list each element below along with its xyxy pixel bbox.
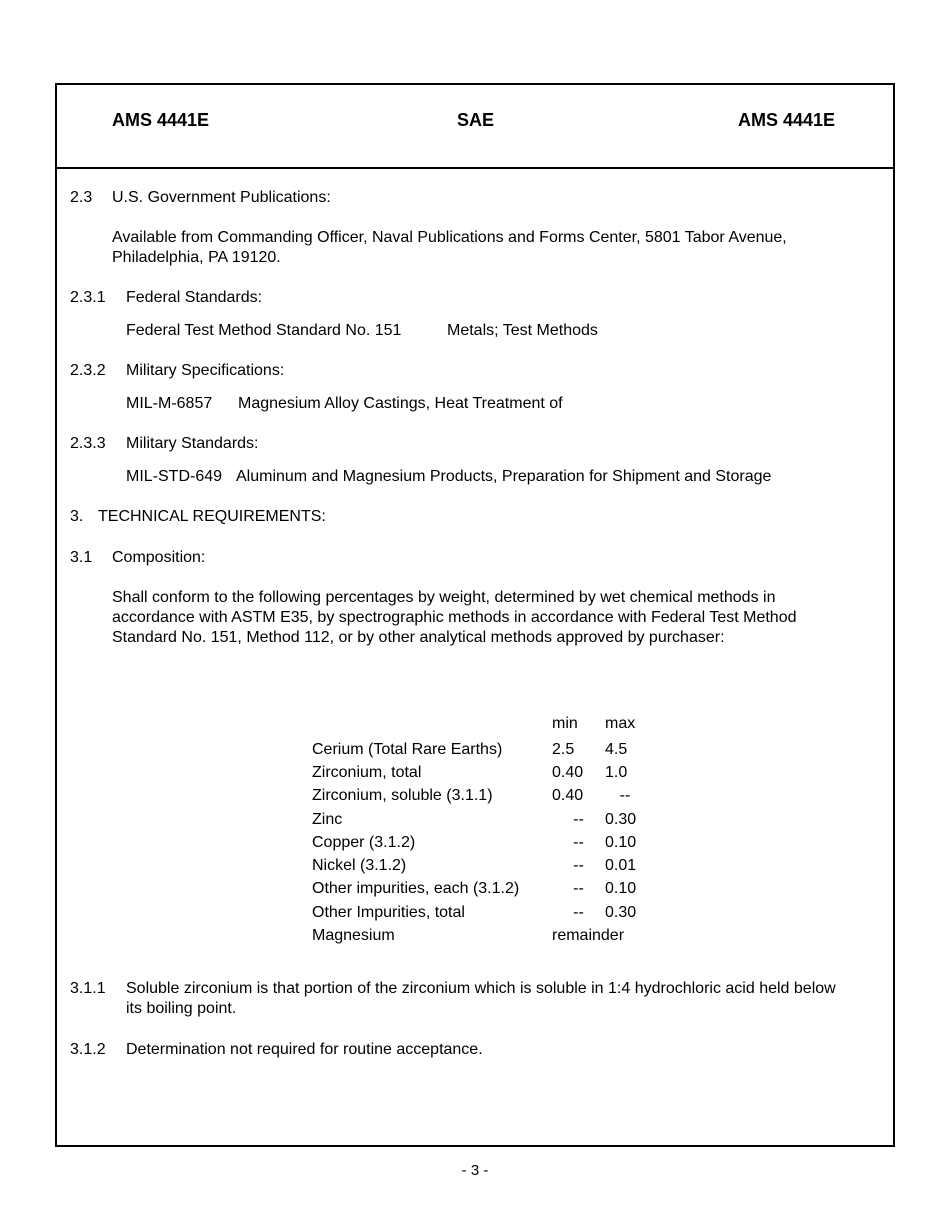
max-value: 4.5	[605, 740, 628, 758]
min-value: 2.5	[552, 740, 575, 758]
max-value: 0.10	[605, 833, 637, 851]
element-name: Zirconium, total	[312, 763, 422, 781]
max-value: 0.30	[605, 810, 637, 828]
section-2-3-3-title: Military Standards:	[126, 435, 259, 452]
section-2-3-2-number: 2.3.2	[70, 362, 106, 379]
composition-row	[312, 785, 645, 808]
section-3-1-1-body: Soluble zirconium is that portion of the zirconium which is soluble in 1:4 hydrochloric acid held below its boiling point.	[126, 980, 836, 1017]
min-value: --	[573, 810, 584, 828]
section-2-3-1-title: Federal Standards:	[126, 289, 263, 306]
section-2-3-3-number: 2.3.3	[70, 435, 106, 452]
min-value: 0.40	[552, 763, 584, 781]
section-3-1-title: Composition:	[112, 549, 206, 566]
composition-row	[312, 738, 645, 761]
max-value: 1.0	[605, 763, 628, 781]
composition-row	[312, 901, 645, 924]
military-spec-desc: Magnesium Alloy Castings, Heat Treatment of	[238, 395, 563, 412]
military-spec-doc: MIL-M-6857	[126, 395, 213, 412]
composition-row	[312, 878, 645, 901]
min-value: --	[573, 903, 584, 921]
element-name: Copper (3.1.2)	[312, 833, 416, 851]
section-2-3-2-title: Military Specifications:	[126, 362, 285, 379]
section-2-3-body: Available from Commanding Officer, Naval Publications and Forms Center, 5801 Tabor Avenue, Philadelphia, PA 19120.	[112, 229, 787, 266]
element-name: Magnesium	[312, 927, 395, 945]
composition-row-remainder	[312, 924, 645, 947]
page-number: - 3 -	[461, 1162, 489, 1179]
element-name: Other impurities, each (3.1.2)	[312, 880, 520, 898]
section-3-1-2-number: 3.1.2	[70, 1041, 106, 1058]
military-standard-desc: Aluminum and Magnesium Products, Preparation for Shipment and Storage	[236, 468, 772, 485]
page-header	[57, 85, 893, 169]
min-value: --	[573, 857, 584, 875]
section-2-3-number: 2.3	[70, 189, 93, 206]
section-2-3-1-number: 2.3.1	[70, 289, 106, 306]
min-value: 0.40	[552, 787, 584, 805]
composition-header-row	[312, 712, 645, 738]
section-3-1-2-body: Determination not required for routine acceptance.	[126, 1041, 483, 1058]
element-name: Zinc	[312, 810, 343, 828]
column-min-header: min	[552, 715, 578, 732]
section-3-number: 3.	[70, 508, 84, 525]
max-value: 0.01	[605, 857, 637, 875]
element-name: Nickel (3.1.2)	[312, 857, 407, 875]
header-doc-code-left: AMS 4441E	[112, 110, 210, 130]
remainder-value: remainder	[552, 927, 625, 945]
element-name: Cerium (Total Rare Earths)	[312, 740, 503, 758]
composition-row	[312, 808, 645, 831]
military-standard-doc: MIL-STD-649	[126, 468, 223, 485]
section-3-1-body: Shall conform to the following percentages by weight, determined by wet chemical methods in accordance with ASTM E35, by spectrographic methods in accordance with Federal Test Method Standard No. 151, Method 112, or by other analytical methods approved by purchaser:	[112, 589, 797, 646]
section-3-1-number: 3.1	[70, 549, 93, 566]
section-3-title: TECHNICAL REQUIREMENTS:	[98, 508, 326, 525]
federal-standard-desc: Metals; Test Methods	[447, 322, 598, 339]
composition-row	[312, 854, 645, 877]
header-doc-code-right: AMS 4441E	[738, 110, 836, 130]
min-value: --	[573, 880, 584, 898]
section-3-1-1-number: 3.1.1	[70, 980, 106, 997]
composition-table	[312, 712, 645, 948]
element-name: Zirconium, soluble (3.1.1)	[312, 787, 493, 805]
min-value: --	[573, 833, 584, 851]
composition-row	[312, 761, 645, 784]
max-value: 0.10	[605, 880, 637, 898]
section-2-3-title: U.S. Government Publications:	[112, 189, 331, 206]
column-max-header: max	[605, 715, 636, 732]
max-value: 0.30	[605, 903, 637, 921]
composition-row	[312, 831, 645, 854]
max-value: --	[619, 787, 631, 805]
header-organization: SAE	[457, 110, 495, 130]
element-name: Other Impurities, total	[312, 903, 465, 921]
federal-standard-doc: Federal Test Method Standard No. 151	[126, 322, 402, 339]
